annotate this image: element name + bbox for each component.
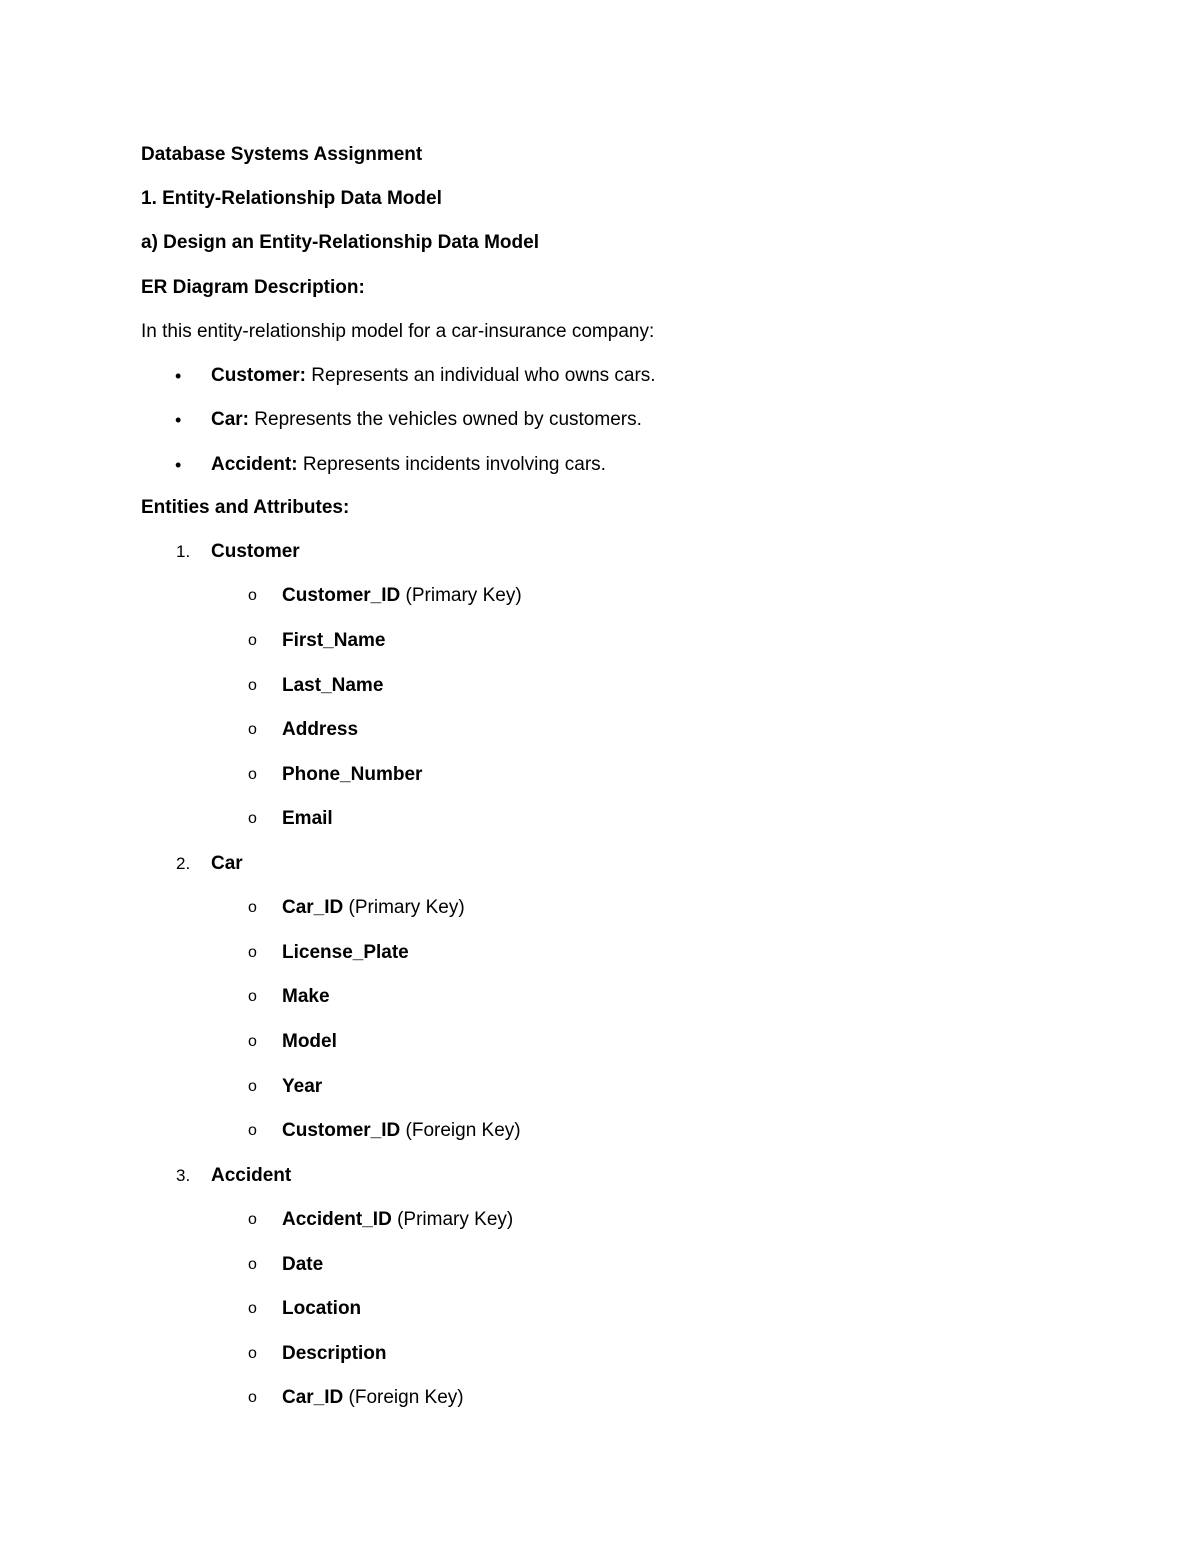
attribute-text <box>282 1075 322 1099</box>
er-diagram-heading: ER Diagram Description: <box>141 277 365 298</box>
attribute-name: Email <box>282 808 333 829</box>
sub-bullet-icon: o <box>248 1300 257 1317</box>
sub-bullet-icon: o <box>248 988 257 1005</box>
sub-bullet-icon: o <box>248 810 257 827</box>
bullet-text <box>211 453 606 477</box>
sub-bullet-icon: o <box>248 766 257 783</box>
sub-bullet-icon: o <box>248 1256 257 1273</box>
attribute-text <box>282 584 522 608</box>
attribute-name: Make <box>282 986 330 1007</box>
attribute-name: Customer_ID <box>282 585 401 606</box>
list-number: 3. <box>176 1166 191 1185</box>
attribute-text <box>282 1253 323 1277</box>
sub-bullet-icon: o <box>248 721 257 738</box>
bullet-icon: • <box>175 410 182 430</box>
attribute-note: (Primary Key) <box>400 585 522 606</box>
sub-bullet-icon: o <box>248 1122 257 1139</box>
attribute-text <box>282 763 422 787</box>
attribute-text <box>282 807 333 831</box>
sub-bullet-icon: o <box>248 632 257 649</box>
attribute-text <box>282 941 409 965</box>
sub-bullet-icon: o <box>248 1389 257 1406</box>
bullet-description: Represents an individual who owns cars. <box>306 365 656 386</box>
subsection-heading: a) Design an Entity-Relationship Data Model <box>141 232 539 253</box>
bullet-term: Customer: <box>211 365 307 386</box>
sub-bullet-icon: o <box>248 899 257 916</box>
bullet-text <box>211 408 642 432</box>
attribute-note: (Primary Key) <box>391 1209 514 1230</box>
attribute-text <box>282 1386 464 1410</box>
bullet-term: Car: <box>211 409 250 430</box>
entity-name: Customer <box>211 541 300 562</box>
attribute-name: Date <box>282 1254 324 1275</box>
attribute-name: Location <box>282 1298 362 1319</box>
attribute-name: Description <box>282 1343 387 1364</box>
sub-bullet-icon: o <box>248 1345 257 1362</box>
section-heading: 1. Entity-Relationship Data Model <box>141 188 442 209</box>
attribute-name: Car_ID <box>282 897 344 918</box>
bullet-icon: • <box>175 366 182 386</box>
bullet-text <box>211 364 656 388</box>
document-title: Database Systems Assignment <box>141 144 423 165</box>
attribute-name: First_Name <box>282 630 386 651</box>
sub-bullet-icon: o <box>248 944 257 961</box>
attribute-name: Customer_ID <box>282 1120 401 1141</box>
intro-paragraph: In this entity-relationship model for a car-insurance company: <box>141 321 655 342</box>
attribute-text <box>282 1342 387 1366</box>
attribute-text <box>282 1297 361 1321</box>
attribute-name: Last_Name <box>282 675 384 696</box>
list-number: 2. <box>176 854 191 873</box>
bullet-description: Represents incidents involving cars. <box>297 454 606 475</box>
sub-bullet-icon: o <box>248 1211 257 1228</box>
bullet-icon: • <box>175 455 182 475</box>
entity-name: Car <box>211 853 243 874</box>
entity-name: Accident <box>211 1165 292 1186</box>
sub-bullet-icon: o <box>248 587 257 604</box>
attribute-name: Year <box>282 1076 323 1097</box>
attribute-text <box>282 718 358 742</box>
attribute-text <box>282 1119 521 1143</box>
attribute-note: (Primary Key) <box>343 897 465 918</box>
attribute-name: Model <box>282 1031 337 1052</box>
sub-bullet-icon: o <box>248 677 257 694</box>
attribute-text <box>282 674 383 698</box>
attribute-name: License_Plate <box>282 942 409 963</box>
sub-bullet-icon: o <box>248 1078 257 1095</box>
attribute-name: Phone_Number <box>282 764 423 785</box>
attribute-text <box>282 896 465 920</box>
sub-bullet-icon: o <box>248 1033 257 1050</box>
attribute-text <box>282 985 330 1009</box>
attribute-text <box>282 1030 337 1054</box>
list-number: 1. <box>176 542 191 561</box>
bullet-term: Accident: <box>211 454 298 475</box>
attribute-note: (Foreign Key) <box>400 1120 521 1141</box>
attribute-text <box>282 1208 513 1232</box>
attribute-name: Accident_ID <box>282 1209 392 1230</box>
attribute-note: (Foreign Key) <box>343 1387 464 1408</box>
attribute-name: Car_ID <box>282 1387 344 1408</box>
attribute-text <box>282 629 386 653</box>
bullet-description: Represents the vehicles owned by customers. <box>249 409 642 430</box>
entities-heading: Entities and Attributes: <box>141 497 350 518</box>
attribute-name: Address <box>282 719 359 740</box>
